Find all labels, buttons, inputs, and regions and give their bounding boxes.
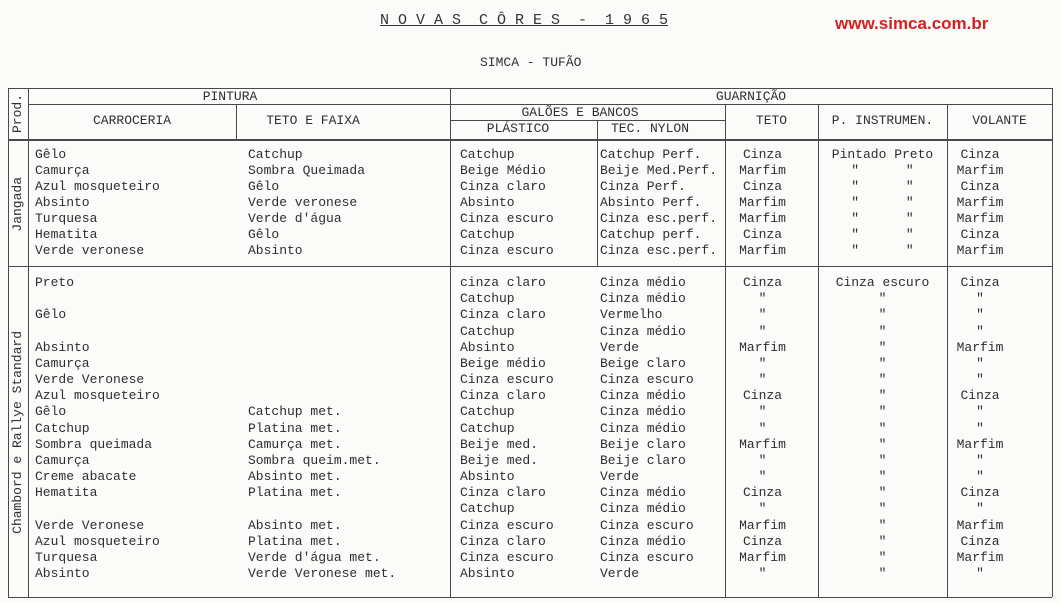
cell-carroceria: Creme abacate [35,469,137,484]
cell-carroceria: Verde Veronese [35,518,145,533]
cell-p-instrumen: " [878,534,887,549]
cell-carroceria: Absinto [35,566,90,581]
cell-teto-faixa [248,307,448,323]
cell-teto: " [758,307,767,322]
cell-teto-faixa: Sombra Queimada [248,163,366,178]
table-row [0,324,1061,340]
cell-tec-nylon: Cinza médio [600,534,686,549]
cell-p-instrumen: " [878,469,887,484]
table-row [0,356,1061,372]
header-teto-faixa: TETO E FAIXA [266,113,360,128]
table-row [0,227,1061,243]
cell-teto: Cinza [742,534,782,549]
cell-teto-faixa: Camurça met. [248,437,342,452]
cell-tec-nylon: Verde [600,469,640,484]
cell-volante: " [976,501,984,516]
cell-plastico: Catchup [460,227,515,242]
cell-p-instrumen: " [878,340,887,355]
cell-p-instrumen: " [878,372,887,387]
cell-teto: " [758,324,767,339]
cell-plastico: Beije med. [460,453,539,468]
cell-teto: " [758,421,767,436]
cell-plastico: Cinza escuro [460,550,554,565]
cell-tec-nylon: Verde [600,340,640,355]
cell-teto-faixa: Platina met. [248,421,342,436]
cell-teto-faixa [248,388,448,404]
cell-carroceria: Verde veronese [35,243,145,258]
watermark-url: www.simca.com.br [835,14,989,33]
cell-tec-nylon: Cinza médio [600,388,686,403]
header-tec-nylon: TEC. NYLON [610,121,689,136]
table-row [0,421,1061,437]
cell-plastico: Cinza claro [460,307,546,322]
cell-volante: Marfim [956,518,1004,533]
cell-plastico: Beije med. [460,437,539,452]
cell-volante: Marfim [956,340,1004,355]
cell-p-instrumen: Pintado Preto [831,147,934,162]
cell-tec-nylon: Beije Med.Perf. [600,163,718,178]
cell-teto-faixa: Sombra queim.met. [248,453,381,468]
cell-plastico: Absinto [460,566,515,581]
cell-tec-nylon: Catchup Perf. [600,147,702,162]
header-guarnicao: GUARNIÇÃO [715,89,787,104]
cell-teto: Marfim [739,518,786,533]
cell-p-instrumen: " " [851,163,914,178]
table-rule [8,597,1052,598]
cell-volante: Cinza [960,147,1000,162]
cell-tec-nylon: Beije claro [600,453,686,468]
cell-p-instrumen: " [878,307,887,322]
cell-plastico: Cinza claro [460,179,546,194]
cell-teto: Marfim [739,340,786,355]
cell-teto: " [758,501,767,516]
cell-tec-nylon: Cinza médio [600,291,686,306]
cell-volante: Marfim [956,211,1004,226]
table-row [0,437,1061,453]
header-prod [8,88,28,140]
cell-teto-faixa [248,324,448,340]
header-teto: TETO [755,113,788,128]
cell-p-instrumen: " [878,421,887,436]
cell-tec-nylon: Cinza Perf. [600,179,686,194]
cell-volante: " [976,469,984,484]
table-row [0,566,1061,582]
cell-p-instrumen: " " [851,195,914,210]
cell-teto-faixa: Catchup met. [248,404,342,419]
cell-p-instrumen: " " [851,211,914,226]
table-row [0,404,1061,420]
cell-p-instrumen: " [878,324,887,339]
cell-tec-nylon: Verde [600,566,640,581]
cell-teto-faixa [248,340,448,356]
cell-teto: Cinza [742,227,782,242]
cell-teto-faixa: Absinto [248,243,303,258]
cell-p-instrumen: " [878,566,887,581]
cell-teto: Cinza [742,388,782,403]
table-rule [8,266,1052,267]
table-row [0,340,1061,356]
cell-plastico: Beige médio [460,356,546,371]
cell-volante: " [976,404,984,419]
cell-p-instrumen: " [878,485,887,500]
cell-p-instrumen: " [878,356,887,371]
cell-teto-faixa: Verde Veronese met. [248,566,397,581]
document-title: N O V A S C Ô R E S - 1 9 6 5 [380,12,669,29]
cell-carroceria: Turquesa [35,211,98,226]
cell-teto-faixa: Platina met. [248,485,342,500]
table-row [0,179,1061,195]
cell-tec-nylon: Cinza esc.perf. [600,243,718,258]
cell-plastico: Cinza escuro [460,372,554,387]
cell-volante: Marfim [956,550,1004,565]
cell-volante: " [976,372,984,387]
cell-p-instrumen: " [878,550,887,565]
cell-teto: Cinza [742,275,782,290]
table-rule [8,139,1052,141]
cell-volante: " [976,324,984,339]
cell-teto: " [758,404,767,419]
cell-plastico: Cinza claro [460,485,546,500]
cell-teto: Marfim [739,195,786,210]
cell-teto: Cinza [742,147,782,162]
table-row [0,485,1061,501]
cell-plastico: Absinto [460,195,515,210]
cell-teto-faixa: Gêlo [248,227,280,242]
table-row [0,195,1061,211]
section-label-text: Jangada [10,176,25,232]
table-row [0,243,1061,259]
table-row [0,211,1061,227]
cell-tec-nylon: Beije claro [600,437,686,452]
section-label-text: Chambord e Rallye Standard [10,331,25,534]
table-row [0,518,1061,534]
header-volante: VOLANTE [972,113,1027,128]
table-row [0,550,1061,566]
cell-teto-faixa: Absinto met. [248,518,342,533]
cell-volante: " [976,421,984,436]
cell-carroceria [35,291,235,307]
cell-volante: Cinza [960,534,1000,549]
cell-teto-faixa: Verde veronese [248,195,358,210]
cell-plastico: Catchup [460,291,515,306]
cell-teto-faixa [248,356,448,372]
cell-volante: " [976,307,984,322]
cell-carroceria [35,324,235,340]
cell-teto: Cinza [742,485,782,500]
cell-volante: Cinza [960,388,1000,403]
cell-teto: " [758,469,767,484]
cell-plastico: Catchup [460,404,515,419]
cell-tec-nylon: Cinza escuro [600,372,694,387]
cell-p-instrumen: " [878,518,887,533]
cell-volante: Cinza [960,485,1000,500]
cell-p-instrumen: " [878,453,887,468]
document-subtitle: SIMCA - TUFÃO [480,55,582,70]
cell-tec-nylon: Cinza médio [600,324,686,339]
cell-teto-faixa: Absinto met. [248,469,342,484]
cell-plastico: Cinza claro [460,534,546,549]
cell-p-instrumen: Cinza escuro [835,275,930,290]
cell-carroceria: Catchup [35,421,90,436]
cell-tec-nylon: Cinza médio [600,275,686,290]
table-row [0,275,1061,291]
table-row [0,534,1061,550]
table-row [0,453,1061,469]
cell-teto: " [758,291,767,306]
cell-volante: Marfim [956,195,1004,210]
cell-plastico: Cinza escuro [460,243,554,258]
cell-plastico: Catchup [460,324,515,339]
cell-teto-faixa [248,275,448,291]
cell-tec-nylon: Absinto Perf. [600,195,702,210]
cell-p-instrumen: " " [851,243,914,258]
cell-volante: " [976,453,984,468]
cell-plastico: Cinza escuro [460,211,554,226]
cell-carroceria: Absinto [35,340,90,355]
header-pintura: PINTURA [202,89,258,104]
cell-teto-faixa: Platina met. [248,534,342,549]
header-plastico: PLÁSTICO [486,121,550,136]
table-row [0,291,1061,307]
cell-teto-faixa [248,501,448,517]
cell-tec-nylon: Cinza médio [600,485,686,500]
cell-volante: " [976,356,984,371]
cell-teto-faixa [248,372,448,388]
header-p-instrumen: P. INSTRUMEN. [831,113,934,128]
cell-teto: " [758,453,767,468]
cell-tec-nylon: Cinza médio [600,421,686,436]
cell-teto-faixa: Gêlo [248,179,280,194]
cell-plastico: Cinza claro [460,388,546,403]
cell-p-instrumen: " " [851,179,914,194]
cell-plastico: Catchup [460,501,515,516]
cell-p-instrumen: " " [851,227,914,242]
header-carroceria: CARROCERIA [92,113,171,128]
cell-p-instrumen: " [878,291,887,306]
cell-carroceria: Turquesa [35,550,98,565]
cell-tec-nylon: Cinza escuro [600,518,694,533]
cell-teto: Marfim [739,211,786,226]
cell-teto-faixa: Verde d'água [248,211,342,226]
cell-teto: " [758,372,767,387]
table-row [0,469,1061,485]
cell-plastico: Catchup [460,421,515,436]
cell-tec-nylon: Cinza escuro [600,550,694,565]
cell-volante: Marfim [956,243,1004,258]
table-row [0,307,1061,323]
cell-carroceria: Hematita [35,485,98,500]
cell-carroceria [35,501,235,517]
cell-p-instrumen: " [878,404,887,419]
cell-tec-nylon: Cinza médio [600,404,686,419]
cell-volante: Cinza [960,275,1000,290]
cell-carroceria: Preto [35,275,75,290]
cell-carroceria: Azul mosqueteiro [35,179,160,194]
cell-carroceria: Gêlo [35,404,67,419]
header-prod-label: Prod. [10,94,25,134]
table-row [0,501,1061,517]
table-row [0,372,1061,388]
cell-tec-nylon: Vermelho [600,307,663,322]
cell-tec-nylon: Beige claro [600,356,686,371]
cell-plastico: Absinto [460,340,515,355]
cell-carroceria: Verde Veronese [35,372,145,387]
cell-carroceria: Camurça [35,163,90,178]
cell-plastico: cinza claro [460,275,546,290]
cell-teto: Marfim [739,163,786,178]
cell-carroceria: Azul mosqueteiro [35,534,160,549]
cell-teto-faixa: Verde d'água met. [248,550,381,565]
cell-volante: Marfim [956,163,1004,178]
cell-tec-nylon: Catchup perf. [600,227,702,242]
cell-teto: " [758,356,767,371]
cell-carroceria: Absinto [35,195,90,210]
table-row [0,388,1061,404]
cell-carroceria: Camurça [35,356,90,371]
cell-volante: Cinza [960,179,1000,194]
cell-p-instrumen: " [878,388,887,403]
cell-tec-nylon: Cinza médio [600,501,686,516]
table-row [0,147,1061,163]
cell-plastico: Beige Médio [460,163,546,178]
cell-volante: " [976,566,984,581]
header-galoes-bancos: GALÕES E BANCOS [521,105,639,120]
cell-teto: " [758,566,767,581]
cell-teto: Marfim [739,243,786,258]
cell-volante: Marfim [956,437,1004,452]
cell-teto: Marfim [739,550,786,565]
cell-carroceria: Gêlo [35,147,67,162]
cell-volante: " [976,291,984,306]
cell-carroceria: Sombra queimada [35,437,153,452]
cell-teto: Cinza [742,179,782,194]
cell-plastico: Cinza escuro [460,518,554,533]
cell-teto-faixa [248,291,448,307]
cell-volante: Cinza [960,227,1000,242]
cell-p-instrumen: " [878,437,887,452]
cell-carroceria: Gêlo [35,307,67,322]
cell-carroceria: Camurça [35,453,90,468]
cell-plastico: Absinto [460,469,515,484]
cell-tec-nylon: Cinza esc.perf. [600,211,718,226]
cell-teto: Marfim [739,437,786,452]
table-row [0,163,1061,179]
cell-carroceria: Azul mosqueteiro [35,388,160,403]
cell-carroceria: Hematita [35,227,98,242]
cell-teto-faixa: Catchup [248,147,303,162]
cell-p-instrumen: " [878,501,887,516]
cell-plastico: Catchup [460,147,515,162]
